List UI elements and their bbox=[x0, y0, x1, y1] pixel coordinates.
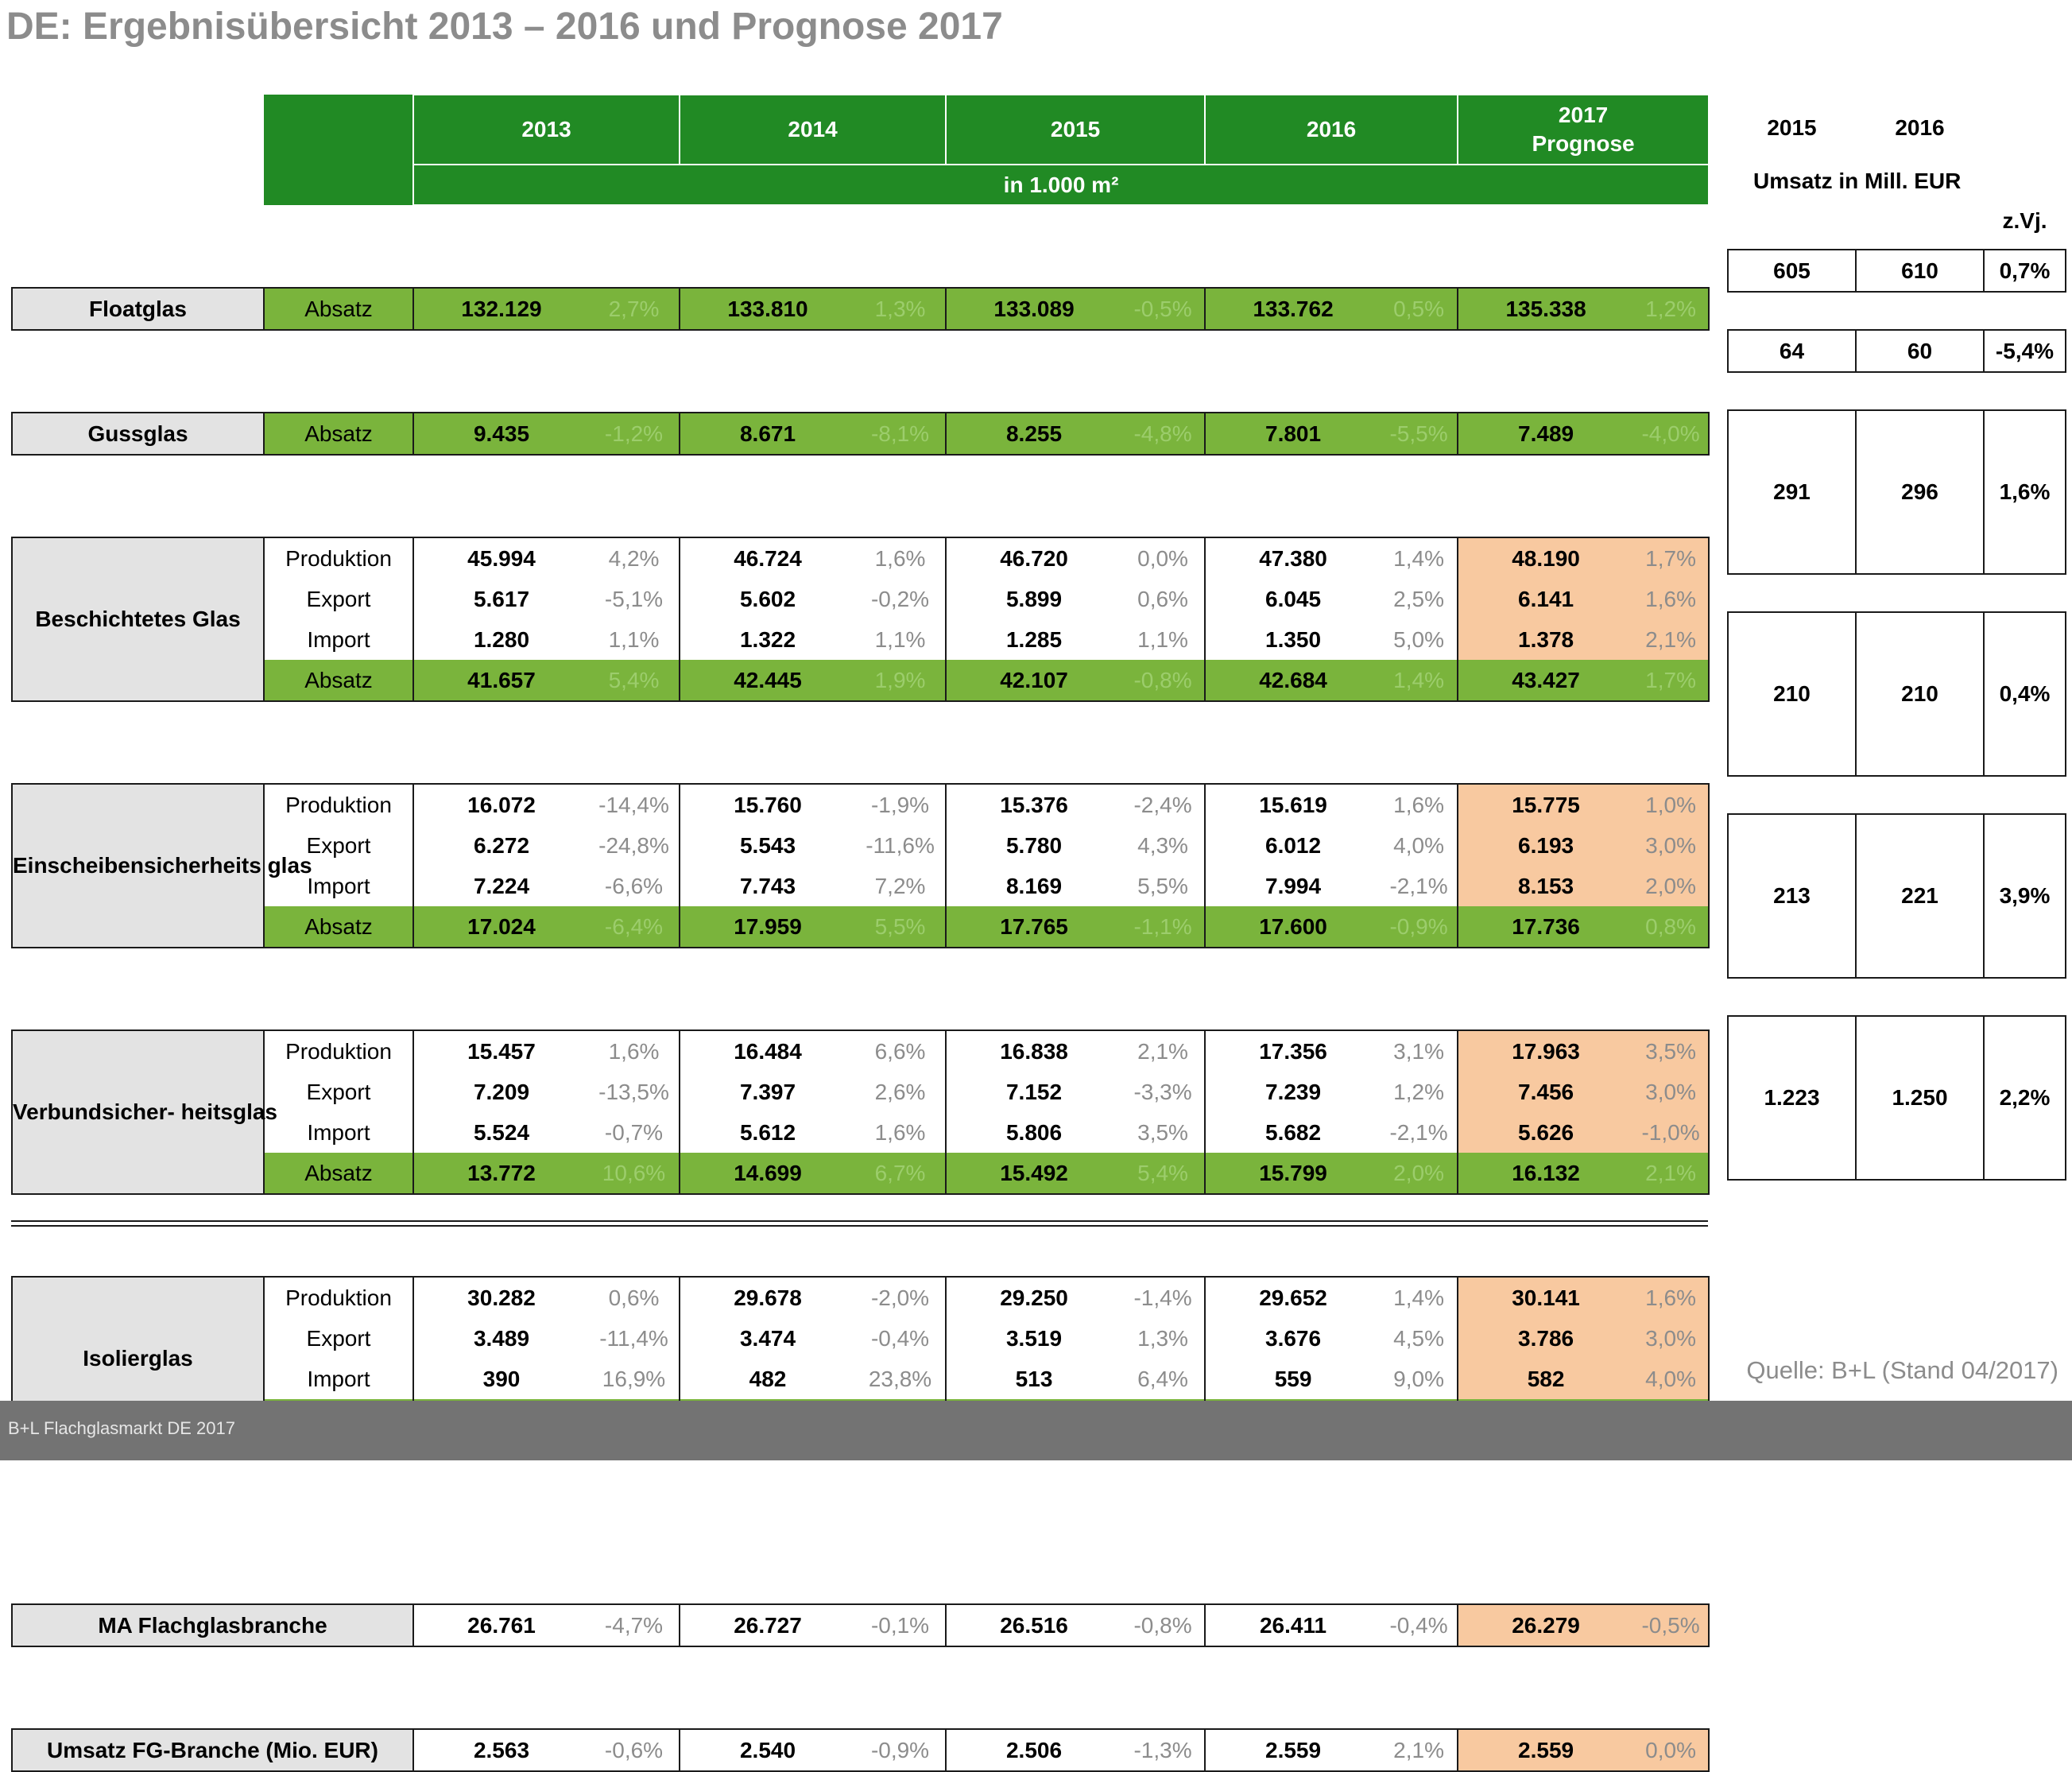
change-cell: 1,1% bbox=[855, 619, 946, 660]
umsatz-beschichtet-row bbox=[1728, 410, 2066, 574]
change-cell: -1,9% bbox=[855, 784, 946, 825]
value-cell: 15.376 bbox=[946, 784, 1121, 825]
change-cell: 1,7% bbox=[1633, 537, 1709, 579]
row-label: Absatz bbox=[264, 906, 413, 948]
change-cell: 3,0% bbox=[1633, 1072, 1709, 1112]
value-cell: 15.457 bbox=[413, 1030, 589, 1072]
summary-name-ma: MA Flachglasbranche bbox=[12, 1604, 413, 1646]
group-name-floatglas: Floatglas bbox=[12, 288, 264, 330]
value-cell: 15.619 bbox=[1205, 784, 1381, 825]
value-cell: 46.720 bbox=[946, 537, 1121, 579]
value-cell: 17.736 bbox=[1458, 906, 1633, 948]
value-cell: 8.255 bbox=[946, 413, 1121, 455]
change-cell: 4,3% bbox=[1121, 825, 1205, 866]
value-cell: 482 bbox=[680, 1359, 855, 1399]
value-cell: 2.506 bbox=[946, 1729, 1121, 1771]
value-cell: 132.129 bbox=[413, 288, 589, 330]
umsatz-vsg-row bbox=[1728, 814, 2066, 978]
change-cell: 5,5% bbox=[1121, 866, 1205, 906]
value-cell: 135.338 bbox=[1458, 288, 1633, 330]
value-cell: 29.678 bbox=[680, 1277, 855, 1318]
change-cell: 9,0% bbox=[1381, 1359, 1458, 1399]
change-cell: -0,9% bbox=[1381, 906, 1458, 948]
change-cell: 1,4% bbox=[1381, 660, 1458, 701]
value-cell: 42.684 bbox=[1205, 660, 1381, 701]
row-label: Produktion bbox=[264, 1030, 413, 1072]
value-cell: 5.626 bbox=[1458, 1112, 1633, 1153]
value-cell: 26.279 bbox=[1458, 1604, 1633, 1646]
change-cell: -0,6% bbox=[589, 1729, 680, 1771]
change-cell: 3,5% bbox=[1121, 1112, 1205, 1153]
value-cell: 133.089 bbox=[946, 288, 1121, 330]
umsatz-2015-cell: 1.223 bbox=[1728, 1016, 1856, 1180]
beschichtet-import-row bbox=[12, 619, 1709, 660]
value-cell: 15.775 bbox=[1458, 784, 1633, 825]
change-cell: -0,5% bbox=[1121, 288, 1205, 330]
change-cell: 1,1% bbox=[1121, 619, 1205, 660]
value-cell: 8.169 bbox=[946, 866, 1121, 906]
value-cell: 133.810 bbox=[680, 288, 855, 330]
value-cell: 7.209 bbox=[413, 1072, 589, 1112]
value-cell: 41.657 bbox=[413, 660, 589, 701]
change-cell: -3,3% bbox=[1121, 1072, 1205, 1112]
value-cell: 133.762 bbox=[1205, 288, 1381, 330]
change-cell: 1,3% bbox=[855, 288, 946, 330]
change-cell: -4,7% bbox=[589, 1604, 680, 1646]
change-cell: -6,6% bbox=[589, 866, 680, 906]
value-cell: 5.899 bbox=[946, 579, 1121, 619]
esg-produktion-row bbox=[12, 784, 1709, 825]
change-cell: 1,2% bbox=[1381, 1072, 1458, 1112]
umsatz-esg-row bbox=[1728, 612, 2066, 776]
beschichtet-export-row bbox=[12, 579, 1709, 619]
value-cell: 29.250 bbox=[946, 1277, 1121, 1318]
value-cell: 48.190 bbox=[1458, 537, 1633, 579]
change-cell: 2,1% bbox=[1121, 1030, 1205, 1072]
change-cell: -13,5% bbox=[589, 1072, 680, 1112]
value-cell: 1.285 bbox=[946, 619, 1121, 660]
ma-flachglasbranche-row bbox=[12, 1604, 1709, 1646]
value-cell: 42.445 bbox=[680, 660, 855, 701]
row-label: Import bbox=[264, 619, 413, 660]
double-divider-rule bbox=[11, 1220, 1708, 1227]
change-cell: 2,5% bbox=[1381, 579, 1458, 619]
change-cell: 10,6% bbox=[589, 1153, 680, 1194]
value-cell: 2.540 bbox=[680, 1729, 855, 1771]
isolierglas-export-row bbox=[12, 1318, 1709, 1359]
change-cell: -11,4% bbox=[589, 1318, 680, 1359]
change-cell: -4,0% bbox=[1633, 413, 1709, 455]
change-cell: 2,0% bbox=[1633, 866, 1709, 906]
header-year-2013: 2013 bbox=[413, 95, 680, 165]
umsatz-gussglas-row bbox=[1728, 330, 2066, 372]
value-cell: 16.072 bbox=[413, 784, 589, 825]
change-cell: -1,2% bbox=[589, 413, 680, 455]
change-cell: 0,0% bbox=[1121, 537, 1205, 579]
change-cell: 1,6% bbox=[1381, 784, 1458, 825]
zvj-cell: 1,6% bbox=[1984, 410, 2066, 574]
umsatz-floatglas-row bbox=[1728, 250, 2066, 292]
zvj-label: z.Vj. bbox=[2002, 207, 2047, 233]
change-cell: 1,6% bbox=[855, 1112, 946, 1153]
change-cell: 5,0% bbox=[1381, 619, 1458, 660]
beschichtet-produktion-row bbox=[12, 537, 1709, 579]
header-year-2015: 2015 bbox=[946, 95, 1205, 165]
change-cell: -11,6% bbox=[855, 825, 946, 866]
change-cell: 4,0% bbox=[1633, 1359, 1709, 1399]
value-cell: 17.963 bbox=[1458, 1030, 1633, 1072]
value-cell: 513 bbox=[946, 1359, 1121, 1399]
change-cell: -0,8% bbox=[1121, 1604, 1205, 1646]
value-cell: 16.838 bbox=[946, 1030, 1121, 1072]
value-cell: 7.743 bbox=[680, 866, 855, 906]
value-cell: 16.484 bbox=[680, 1030, 855, 1072]
umsatz-year-2016: 2016 bbox=[1895, 115, 1945, 140]
umsatz-2015-cell: 291 bbox=[1728, 410, 1856, 574]
group-name-esg: Einscheibensicherheits glas bbox=[12, 784, 264, 948]
header-year-2014: 2014 bbox=[680, 95, 946, 165]
value-cell: 13.772 bbox=[413, 1153, 589, 1194]
gussglas-absatz-row bbox=[12, 413, 1709, 455]
value-cell: 5.617 bbox=[413, 579, 589, 619]
value-cell: 43.427 bbox=[1458, 660, 1633, 701]
value-cell: 1.322 bbox=[680, 619, 855, 660]
change-cell: 3,0% bbox=[1633, 1318, 1709, 1359]
change-cell: 2,1% bbox=[1381, 1729, 1458, 1771]
value-cell: 7.994 bbox=[1205, 866, 1381, 906]
value-cell: 5.543 bbox=[680, 825, 855, 866]
value-cell: 29.652 bbox=[1205, 1277, 1381, 1318]
value-cell: 30.282 bbox=[413, 1277, 589, 1318]
header-unit: in 1.000 m² bbox=[413, 165, 1709, 205]
value-cell: 7.224 bbox=[413, 866, 589, 906]
value-cell: 6.141 bbox=[1458, 579, 1633, 619]
change-cell: -2,0% bbox=[855, 1277, 946, 1318]
isolierglas-import-row bbox=[12, 1359, 1709, 1399]
change-cell: 2,1% bbox=[1633, 619, 1709, 660]
change-cell: 6,7% bbox=[855, 1153, 946, 1194]
value-cell: 45.994 bbox=[413, 537, 589, 579]
value-cell: 6.045 bbox=[1205, 579, 1381, 619]
change-cell: 1,6% bbox=[1633, 579, 1709, 619]
change-cell: -0,1% bbox=[855, 1604, 946, 1646]
row-label: Absatz bbox=[264, 1153, 413, 1194]
change-cell: -1,1% bbox=[1121, 906, 1205, 948]
change-cell: -4,8% bbox=[1121, 413, 1205, 455]
value-cell: 47.380 bbox=[1205, 537, 1381, 579]
change-cell: -1,0% bbox=[1633, 1112, 1709, 1153]
value-cell: 582 bbox=[1458, 1359, 1633, 1399]
row-label: Export bbox=[264, 825, 413, 866]
value-cell: 6.193 bbox=[1458, 825, 1633, 866]
value-cell: 7.152 bbox=[946, 1072, 1121, 1112]
change-cell: 1,6% bbox=[855, 537, 946, 579]
value-cell: 16.132 bbox=[1458, 1153, 1633, 1194]
source-note: Quelle: B+L (Stand 04/2017) bbox=[1746, 1356, 2058, 1384]
change-cell: 0,0% bbox=[1633, 1729, 1709, 1771]
value-cell: 15.799 bbox=[1205, 1153, 1381, 1194]
header-year-2017: 2017 bbox=[1558, 103, 1609, 127]
change-cell: 0,6% bbox=[1121, 579, 1205, 619]
change-cell: 7,2% bbox=[855, 866, 946, 906]
umsatz-label-row bbox=[1728, 162, 2066, 200]
isolierglas-produktion-row bbox=[12, 1277, 1709, 1318]
change-cell: 4,5% bbox=[1381, 1318, 1458, 1359]
row-label: Import bbox=[264, 1112, 413, 1153]
group-name-vsg: Verbundsicher- heitsglas bbox=[12, 1030, 264, 1194]
change-cell: -0,8% bbox=[1121, 660, 1205, 701]
zvj-cell: 0,4% bbox=[1984, 612, 2066, 776]
change-cell: 16,9% bbox=[589, 1359, 680, 1399]
change-cell: -2,1% bbox=[1381, 866, 1458, 906]
results-table bbox=[11, 94, 1710, 1772]
summary-name-umsatz: Umsatz FG-Branche (Mio. EUR) bbox=[12, 1729, 413, 1771]
row-label: Import bbox=[264, 1359, 413, 1399]
value-cell: 3.519 bbox=[946, 1318, 1121, 1359]
row-label: Produktion bbox=[264, 784, 413, 825]
vsg-absatz-row bbox=[12, 1153, 1709, 1194]
change-cell: -1,3% bbox=[1121, 1729, 1205, 1771]
value-cell: 26.516 bbox=[946, 1604, 1121, 1646]
value-cell: 7.456 bbox=[1458, 1072, 1633, 1112]
value-cell: 5.524 bbox=[413, 1112, 589, 1153]
row-label: Produktion bbox=[264, 1277, 413, 1318]
value-cell: 1.378 bbox=[1458, 619, 1633, 660]
footer-bar bbox=[0, 1401, 2072, 1460]
value-cell: 17.024 bbox=[413, 906, 589, 948]
change-cell: 1,3% bbox=[1121, 1318, 1205, 1359]
group-name-isolierglas: Isolierglas bbox=[12, 1277, 264, 1440]
row-label: Produktion bbox=[264, 537, 413, 579]
value-cell: 8.153 bbox=[1458, 866, 1633, 906]
change-cell: 3,0% bbox=[1633, 825, 1709, 866]
value-cell: 2.559 bbox=[1205, 1729, 1381, 1771]
header-year-2017-prognose bbox=[1458, 95, 1709, 165]
change-cell: 1,9% bbox=[855, 660, 946, 701]
change-cell: -5,1% bbox=[589, 579, 680, 619]
value-cell: 3.489 bbox=[413, 1318, 589, 1359]
umsatz-isolierglas-row bbox=[1728, 1016, 2066, 1180]
change-cell: 5,5% bbox=[855, 906, 946, 948]
change-cell: 2,6% bbox=[855, 1072, 946, 1112]
value-cell: 8.671 bbox=[680, 413, 855, 455]
umsatz-table bbox=[1727, 94, 2066, 1181]
value-cell: 1.350 bbox=[1205, 619, 1381, 660]
value-cell: 30.141 bbox=[1458, 1277, 1633, 1318]
value-cell: 6.272 bbox=[413, 825, 589, 866]
umsatz-2016-cell: 1.250 bbox=[1856, 1016, 1984, 1180]
change-cell: -8,1% bbox=[855, 413, 946, 455]
change-cell: 4,2% bbox=[589, 537, 680, 579]
header-years-row bbox=[12, 95, 1709, 165]
group-name-beschichtet: Beschichtetes Glas bbox=[12, 537, 264, 701]
row-label: Export bbox=[264, 1072, 413, 1112]
value-cell: 7.801 bbox=[1205, 413, 1381, 455]
change-cell: 6,4% bbox=[1121, 1359, 1205, 1399]
value-cell: 3.474 bbox=[680, 1318, 855, 1359]
value-cell: 5.780 bbox=[946, 825, 1121, 866]
row-label: Import bbox=[264, 866, 413, 906]
row-label: Export bbox=[264, 1318, 413, 1359]
umsatz-label: Umsatz in Mill. EUR bbox=[1753, 169, 1962, 193]
change-cell: 0,5% bbox=[1381, 288, 1458, 330]
umsatz-2015-cell: 605 bbox=[1728, 250, 1856, 292]
change-cell: 1,7% bbox=[1633, 660, 1709, 701]
value-cell: 14.699 bbox=[680, 1153, 855, 1194]
value-cell: 46.724 bbox=[680, 537, 855, 579]
change-cell: 5,4% bbox=[1121, 1153, 1205, 1194]
umsatz-2016-cell: 210 bbox=[1856, 612, 1984, 776]
value-cell: 9.435 bbox=[413, 413, 589, 455]
value-cell: 17.959 bbox=[680, 906, 855, 948]
group-name-gussglas: Gussglas bbox=[12, 413, 264, 455]
change-cell: 0,8% bbox=[1633, 906, 1709, 948]
change-cell: -0,2% bbox=[855, 579, 946, 619]
value-cell: 26.411 bbox=[1205, 1604, 1381, 1646]
change-cell: 0,6% bbox=[589, 1277, 680, 1318]
header-year-2016: 2016 bbox=[1205, 95, 1458, 165]
value-cell: 15.492 bbox=[946, 1153, 1121, 1194]
value-cell: 17.356 bbox=[1205, 1030, 1381, 1072]
value-cell: 5.612 bbox=[680, 1112, 855, 1153]
row-label: Absatz bbox=[264, 660, 413, 701]
umsatz-2016-cell: 221 bbox=[1856, 814, 1984, 978]
change-cell: -0,9% bbox=[855, 1729, 946, 1771]
change-cell: 23,8% bbox=[855, 1359, 946, 1399]
change-cell: -0,5% bbox=[1633, 1604, 1709, 1646]
value-cell: 26.761 bbox=[413, 1604, 589, 1646]
change-cell: 3,5% bbox=[1633, 1030, 1709, 1072]
change-cell: 1,1% bbox=[589, 619, 680, 660]
change-cell: 1,0% bbox=[1633, 784, 1709, 825]
change-cell: 1,2% bbox=[1633, 288, 1709, 330]
value-cell: 7.239 bbox=[1205, 1072, 1381, 1112]
change-cell: 1,4% bbox=[1381, 1277, 1458, 1318]
row-label: Export bbox=[264, 579, 413, 619]
change-cell: 2,0% bbox=[1381, 1153, 1458, 1194]
umsatz-2016-cell: 296 bbox=[1856, 410, 1984, 574]
change-cell: 5,4% bbox=[589, 660, 680, 701]
umsatz-fg-branche-row bbox=[12, 1729, 1709, 1771]
floatglas-absatz-row bbox=[12, 288, 1709, 330]
change-cell: 2,7% bbox=[589, 288, 680, 330]
value-cell: 42.107 bbox=[946, 660, 1121, 701]
value-cell: 15.760 bbox=[680, 784, 855, 825]
value-cell: 559 bbox=[1205, 1359, 1381, 1399]
zvj-cell: -5,4% bbox=[1984, 330, 2066, 372]
value-cell: 7.397 bbox=[680, 1072, 855, 1112]
header-blank-cell bbox=[264, 95, 413, 205]
change-cell: -0,7% bbox=[589, 1112, 680, 1153]
change-cell: -1,4% bbox=[1121, 1277, 1205, 1318]
row-label: Absatz bbox=[264, 288, 413, 330]
change-cell: 1,6% bbox=[1633, 1277, 1709, 1318]
value-cell: 5.602 bbox=[680, 579, 855, 619]
value-cell: 390 bbox=[413, 1359, 589, 1399]
zvj-cell: 2,2% bbox=[1984, 1016, 2066, 1180]
change-cell: 3,1% bbox=[1381, 1030, 1458, 1072]
value-cell: 3.786 bbox=[1458, 1318, 1633, 1359]
umsatz-2016-cell: 610 bbox=[1856, 250, 1984, 292]
value-cell: 7.489 bbox=[1458, 413, 1633, 455]
beschichtet-absatz-row bbox=[12, 660, 1709, 701]
value-cell: 17.765 bbox=[946, 906, 1121, 948]
umsatz-2016-cell: 60 bbox=[1856, 330, 1984, 372]
esg-absatz-row bbox=[12, 906, 1709, 948]
zvj-cell: 0,7% bbox=[1984, 250, 2066, 292]
change-cell: -14,4% bbox=[589, 784, 680, 825]
value-cell: 5.682 bbox=[1205, 1112, 1381, 1153]
value-cell: 1.280 bbox=[413, 619, 589, 660]
change-cell: -0,4% bbox=[1381, 1604, 1458, 1646]
change-cell: -24,8% bbox=[589, 825, 680, 866]
value-cell: 3.676 bbox=[1205, 1318, 1381, 1359]
change-cell: -5,5% bbox=[1381, 413, 1458, 455]
footer-text: B+L Flachglasmarkt DE 2017 bbox=[8, 1418, 235, 1438]
value-cell: 2.563 bbox=[413, 1729, 589, 1771]
change-cell: -6,4% bbox=[589, 906, 680, 948]
change-cell: -2,1% bbox=[1381, 1112, 1458, 1153]
change-cell: 4,0% bbox=[1381, 825, 1458, 866]
vsg-produktion-row bbox=[12, 1030, 1709, 1072]
value-cell: 26.727 bbox=[680, 1604, 855, 1646]
change-cell: 2,1% bbox=[1633, 1153, 1709, 1194]
change-cell: 1,4% bbox=[1381, 537, 1458, 579]
value-cell: 5.806 bbox=[946, 1112, 1121, 1153]
page-title: DE: Ergebnisübersicht 2013 – 2016 und Prognose 2017 bbox=[6, 6, 1003, 48]
change-cell: -2,4% bbox=[1121, 784, 1205, 825]
header-prognose-label: Prognose bbox=[1532, 131, 1635, 156]
umsatz-2015-cell: 64 bbox=[1728, 330, 1856, 372]
change-cell: -0,4% bbox=[855, 1318, 946, 1359]
value-cell: 17.600 bbox=[1205, 906, 1381, 948]
change-cell: 6,6% bbox=[855, 1030, 946, 1072]
value-cell: 2.559 bbox=[1458, 1729, 1633, 1771]
umsatz-year-2015: 2015 bbox=[1767, 115, 1817, 140]
umsatz-2015-cell: 213 bbox=[1728, 814, 1856, 978]
row-label: Absatz bbox=[264, 413, 413, 455]
umsatz-2015-cell: 210 bbox=[1728, 612, 1856, 776]
value-cell: 6.012 bbox=[1205, 825, 1381, 866]
umsatz-years-row bbox=[1728, 94, 2066, 162]
change-cell: 1,6% bbox=[589, 1030, 680, 1072]
zvj-cell: 3,9% bbox=[1984, 814, 2066, 978]
